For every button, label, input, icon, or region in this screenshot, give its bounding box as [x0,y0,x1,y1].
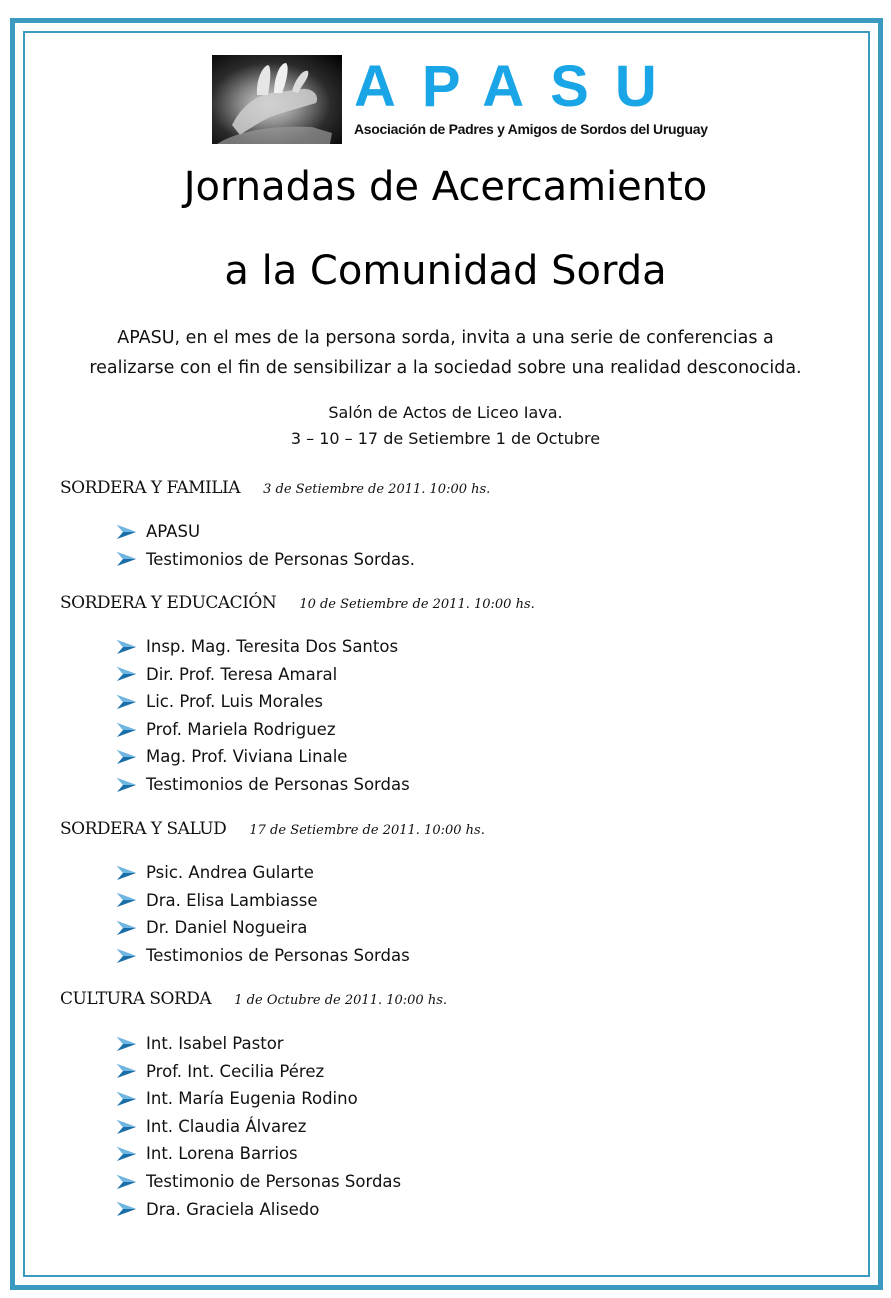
section-list-educacion [116,633,410,799]
arrow-bullet-icon [116,639,138,655]
section-name: CULTURA SORDA [60,989,212,1009]
arrow-bullet-icon [116,1201,138,1217]
list-item [116,661,410,689]
list-item-label: Mag. Prof. Viviana Linale [146,747,348,767]
arrow-bullet-icon [116,1146,138,1162]
list-item-label: Prof. Mariela Rodriguez [146,719,336,739]
list-item [116,633,410,661]
section-heading-salud [60,819,485,839]
list-item-label: APASU [146,522,201,541]
section-list-salud [116,859,410,969]
list-item-label: Lic. Prof. Luis Morales [146,692,323,712]
list-item-label: Insp. Mag. Teresita Dos Santos [146,637,399,656]
arrow-bullet-icon [116,749,138,765]
section-heading-educacion [60,593,535,613]
page-title-line-1: Jornadas de Acercamiento [183,164,708,210]
list-item-label: Int. Claudia Álvarez [146,1116,307,1136]
list-item [116,716,410,744]
arrow-bullet-icon [116,1119,138,1135]
list-item [116,743,410,771]
list-item [116,1196,401,1224]
intro-line-1: APASU, en el mes de la persona sorda, invita a una serie de conferencias a [117,328,774,348]
section-date: 10 de Setiembre de 2011. 10:00 hs. [299,597,535,612]
list-item-label: Testimonios de Personas Sordas [146,774,410,794]
list-item-label: Prof. Int. Cecilia Pérez [146,1061,325,1081]
intro-paragraph [50,323,841,383]
arrow-bullet-icon [116,722,138,738]
list-item [116,1058,401,1086]
header-logo [212,54,708,145]
list-item [116,518,415,546]
section-name: SORDERA Y SALUD [60,819,227,839]
venue-place: Salón de Actos de Liceo Iava. [328,403,563,422]
section-date: 3 de Setiembre de 2011. 10:00 hs. [263,482,491,497]
section-date: 17 de Setiembre de 2011. 10:00 hs. [249,823,485,838]
venue-dates: 3 – 10 – 17 de Setiembre 1 de Octubre [290,429,601,448]
list-item [116,887,410,915]
section-name: SORDERA Y FAMILIA [60,478,241,498]
page-title-line-2: a la Comunidad Sorda [224,248,667,294]
arrow-bullet-icon [116,1091,138,1107]
section-name: SORDERA Y EDUCACIÓN [60,593,277,613]
list-item-label: Int. Isabel Pastor [146,1034,284,1053]
list-item [116,546,415,574]
arrow-bullet-icon [116,777,138,793]
list-item [116,771,410,799]
list-item [116,1085,401,1113]
arrow-bullet-icon [116,666,138,682]
list-item-label: Testimonio de Personas Sordas [146,1171,402,1191]
section-date: 1 de Octubre de 2011. 10:00 hs. [234,993,447,1008]
section-list-cultura [116,1030,401,1223]
list-item [116,688,410,716]
intro-line-2: realizarse con el fin de sensibilizar a la sociedad sobre una realidad desconocida. [89,358,802,378]
section-list-familia [116,518,415,573]
brand-subtitle: Asociación de Padres y Amigos de Sordos del Uruguay [354,121,708,137]
list-item [116,859,410,887]
arrow-bullet-icon [116,551,138,567]
list-item [116,1113,401,1141]
list-item-label: Int. María Eugenia Rodino [146,1089,358,1109]
arrow-bullet-icon [116,865,138,881]
arrow-bullet-icon [116,1036,138,1052]
brand-logo-text: APASU [354,54,683,119]
list-item-label: Testimonios de Personas Sordas [146,945,410,965]
arrow-bullet-icon [116,920,138,936]
arrow-bullet-icon [116,1174,138,1190]
hands-sign-image [212,55,342,144]
arrow-bullet-icon [116,694,138,710]
list-item [116,1168,401,1196]
section-heading-cultura [60,989,447,1009]
list-item-label: Dir. Prof. Teresa Amaral [146,664,338,684]
section-heading-familia [60,478,490,498]
list-item-label: Dra. Graciela Alisedo [146,1199,320,1219]
arrow-bullet-icon [116,948,138,964]
list-item-label: Int. Lorena Barrios [146,1144,298,1164]
list-item [116,914,410,942]
list-item [116,942,410,970]
list-item-label: Psic. Andrea Gularte [146,863,314,882]
list-item [116,1030,401,1058]
arrow-bullet-icon [116,892,138,908]
list-item-label: Testimonios de Personas Sordas. [146,549,415,569]
list-item [116,1140,401,1168]
list-item-label: Dr. Daniel Nogueira [146,918,308,938]
arrow-bullet-icon [116,1063,138,1079]
list-item-label: Dra. Elisa Lambiasse [146,890,318,910]
arrow-bullet-icon [116,524,138,540]
